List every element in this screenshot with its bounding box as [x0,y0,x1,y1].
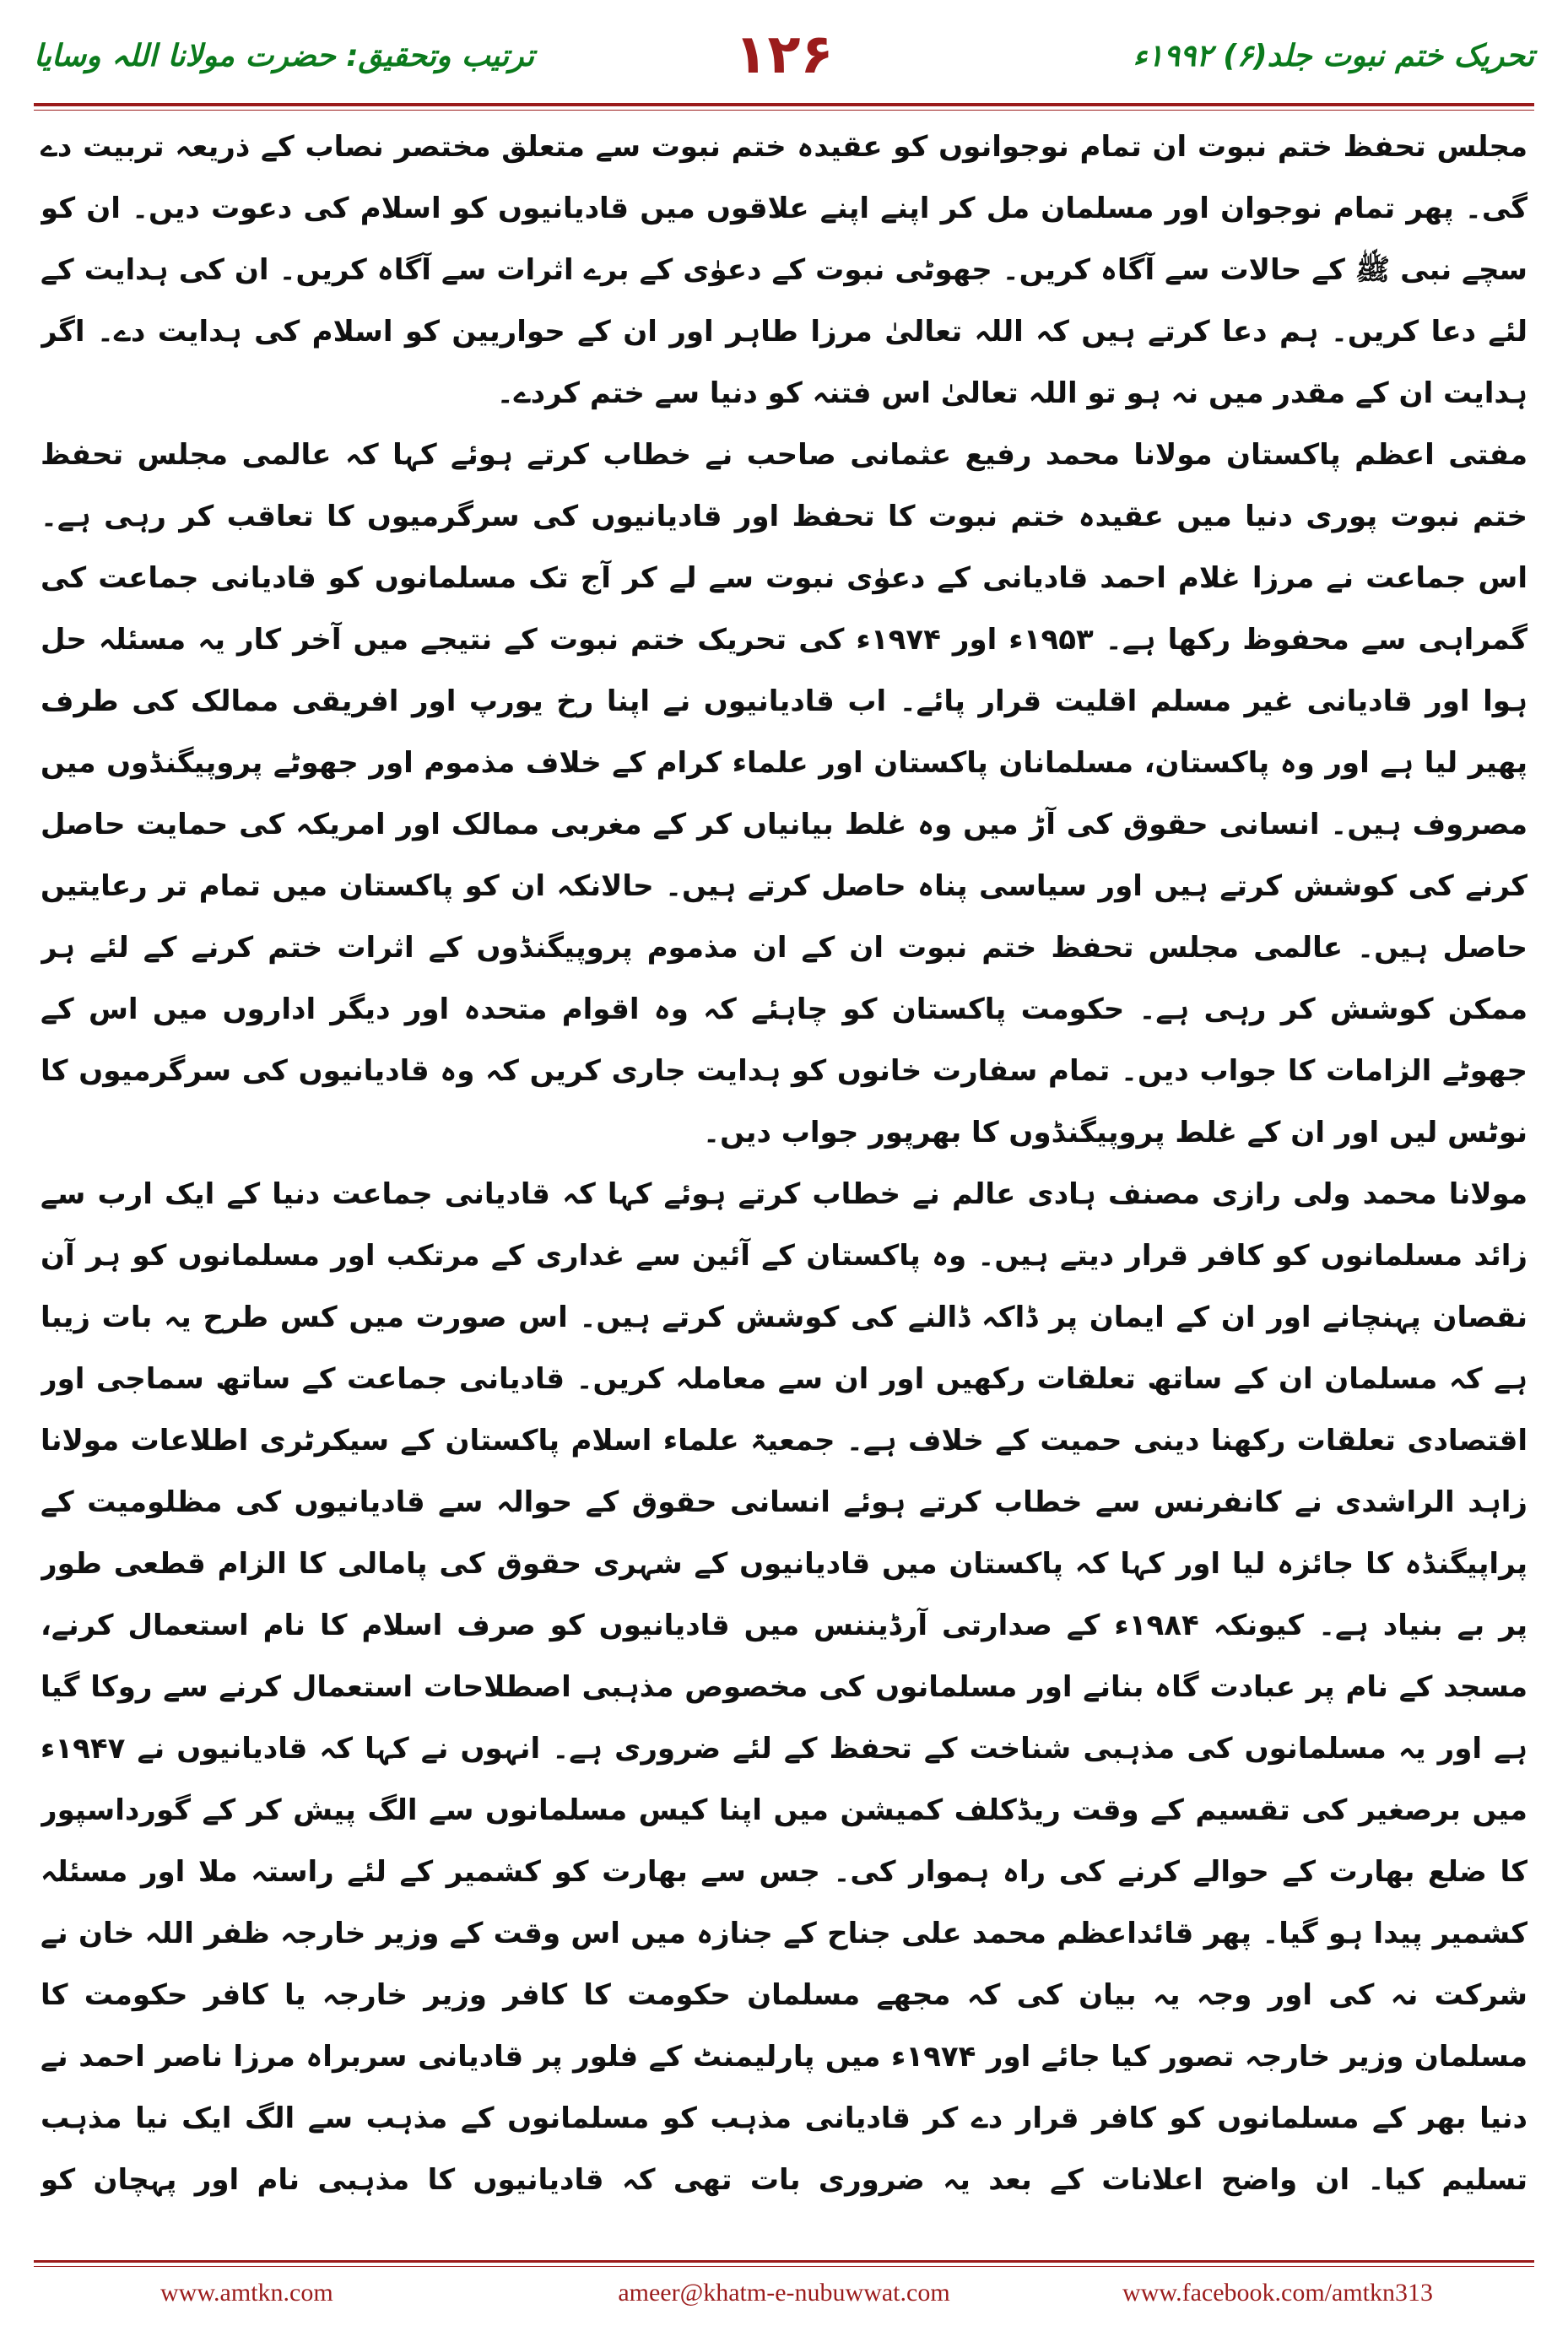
compiler-credit: ترتیب وتحقیق: حضرت مولانا اللہ وسایا [34,39,535,73]
email-link[interactable]: ameer@khatm-e-nubuwwat.com [618,2279,950,2307]
paragraph-1: مجلس تحفظ ختم نبوت ان تمام نوجوانوں کو عقیدہ ختم نبوت سے متعلق مختصر نصاب کے ذریعہ تربیت دے گی۔ پھر تمام نوجوان اور مسلمان مل کر اپنے اپنے علاقوں میں قادیانیوں کو اسلام کی دعوت دیں۔ ان کو سچے نبی ﷺ کے حالات سے آگاہ کریں۔ جھوٹی نبوت کے دعوٰی کے برے اثرات سے آگاہ کریں۔ ان کی ہدایت کے لئے دعا کریں۔ ہم دعا کرتے ہیں کہ اللہ تعالیٰ مرزا طاہر اور ان کے حواریین کو اسلام کی ہدایت دے۔ اگر ہدایت ان کے مقدر میں نہ ہو تو اللہ تعالیٰ اس فتنہ کو دنیا سے ختم کردے۔ [41,130,1527,410]
page-number: ۱۲۶ [734,24,834,86]
facebook-link[interactable]: www.facebook.com/amtkn313 [1122,2279,1433,2307]
paragraph-3: مولانا محمد ولی رازی مصنف ہادی عالم نے خطاب کرتے ہوئے کہا کہ قادیانی جماعت دنیا کے ایک ارب سے زائد مسلمانوں کو کافر قرار دیتے ہیں۔ وہ پاکستان کے آئین سے غداری کے مرتکب اور مسلمانوں کو ہر آن نقصان پہنچانے اور ان کے ایمان پر ڈاکہ ڈالنے کی کوشش کرتے ہیں۔ اس صورت میں کس طرح یہ بات زیبا ہے کہ مسلمان ان کے ساتھ تعلقات رکھیں اور ان سے معاملہ کریں۔ قادیانی جماعت کے ساتھ سماجی اور اقتصادی تعلقات رکھنا دینی حمیت کے خلاف ہے۔ جمعیۃ علماء اسلام پاکستان کے سیکرٹری اطلاعات مولانا زاہد الراشدی نے کانفرنس سے خطاب کرتے ہوئے انسانی حقوق کے حوالہ سے قادیانیوں کی مظلومیت کے پراپیگنڈہ کا جائزہ لیا اور کہا کہ پاکستان میں قادیانیوں کے شہری حقوق کی پامالی کا الزام قطعی طور پر بے بنیاد ہے۔ کیونکہ ۱۹۸۴ء کے صدارتی آرڈیننس میں قادیانیوں کو صرف اسلام کا نام استعمال کرنے، مسجد کے نام پر عبادت گاہ بنانے اور مسلمانوں کی مخصوص مذہبی اصطلاحات استعمال کرنے سے روکا گیا ہے اور یہ مسلمانوں کی مذہبی شناخت کے تحفظ کے لئے ضروری ہے۔ انہوں نے کہا کہ قادیانیوں نے ۱۹۴۷ء میں برصغیر کی تقسیم کے وقت ریڈکلف کمیشن میں اپنا کیس مسلمانوں سے الگ پیش کر کے گورداسپور کا ضلع بھارت کے حوالے کرنے کی راہ ہموار کی۔ جس سے بھارت کو کشمیر کے لئے راستہ ملا اور مسئلہ کشمیر پیدا ہو گیا۔ پھر قائداعظم محمد علی جناح کے جنازہ میں اس وقت کے وزیر خارجہ ظفر اللہ خان نے شرکت نہ کی اور وجہ یہ بیان کی کہ مجھے مسلمان حکومت کا کافر وزیر خارجہ یا کافر حکومت کا مسلمان وزیر خارجہ تصور کیا جائے اور ۱۹۷۴ء میں پارلیمنٹ کے فلور پر قادیانی سربراہ مرزا ناصر احمد نے دنیا بھر کے مسلمانوں کو کافر قرار دے کر قادیانی مذہب کو مسلمانوں کے مذہب سے الگ ایک نیا مذہب تسلیم کیا۔ ان واضح اعلانات کے بعد یہ ضروری بات تھی کہ قادیانیوں کا مذہبی نام اور پہچان کو [41,1177,1527,2197]
footer-divider-thin [34,2266,1534,2267]
page-header [34,24,1534,91]
page-footer [34,2279,1534,2321]
header-divider-thin [34,110,1534,111]
page-body [41,116,1527,2201]
book-series-title: تحریک ختم نبوت جلد(۶) ۱۹۹۲ء [1133,39,1534,73]
footer-divider [34,2260,1534,2263]
paragraph-2: مفتی اعظم پاکستان مولانا محمد رفیع عثمانی صاحب نے خطاب کرتے ہوئے کہا کہ عالمی مجلس تحفظ ختم نبوت پوری دنیا میں عقیدہ ختم نبوت کا تحفظ اور قادیانیوں کی سرگرمیوں کا تعاقب کر رہی ہے۔ اس جماعت نے مرزا غلام احمد قادیانی کے دعوٰی نبوت سے لے کر آج تک مسلمانوں کو قادیانی جماعت کی گمراہی سے محفوظ رکھا ہے۔ ۱۹۵۳ء اور ۱۹۷۴ء کی تحریک ختم نبوت کے نتیجے میں آخر کار یہ مسئلہ حل ہوا اور قادیانی غیر مسلم اقلیت قرار پائے۔ اب قادیانیوں نے اپنا رخ یورپ اور افریقی ممالک کی طرف پھیر لیا ہے اور وہ پاکستان، مسلمانان پاکستان اور علماء کرام کے خلاف مذموم اور جھوٹے پروپیگنڈوں میں مصروف ہیں۔ انسانی حقوق کی آڑ میں وہ غلط بیانیاں کر کے مغربی ممالک اور امریکہ کی حمایت حاصل کرنے کی کوشش کرتے ہیں اور سیاسی پناہ حاصل کرتے ہیں۔ حالانکہ ان کو پاکستان میں تمام تر رعایتیں حاصل ہیں۔ عالمی مجلس تحفظ ختم نبوت ان کے ان مذموم پروپیگنڈوں کے اثرات ختم کرنے کے لئے ہر ممکن کوشش کر رہی ہے۔ حکومت پاکستان کو چاہئے کہ وہ اقوام متحدہ اور دیگر اداروں میں اس کے جھوٹے الزامات کا جواب دیں۔ تمام سفارت خانوں کو ہدایت جاری کریں کہ وہ قادیانیوں کی سرگرمیوں کا نوٹس لیں اور ان کے غلط پروپیگنڈوں کا بھرپور جواب دیں۔ [41,438,1527,1149]
header-divider [34,103,1534,106]
website-link[interactable]: www.amtkn.com [160,2279,333,2307]
